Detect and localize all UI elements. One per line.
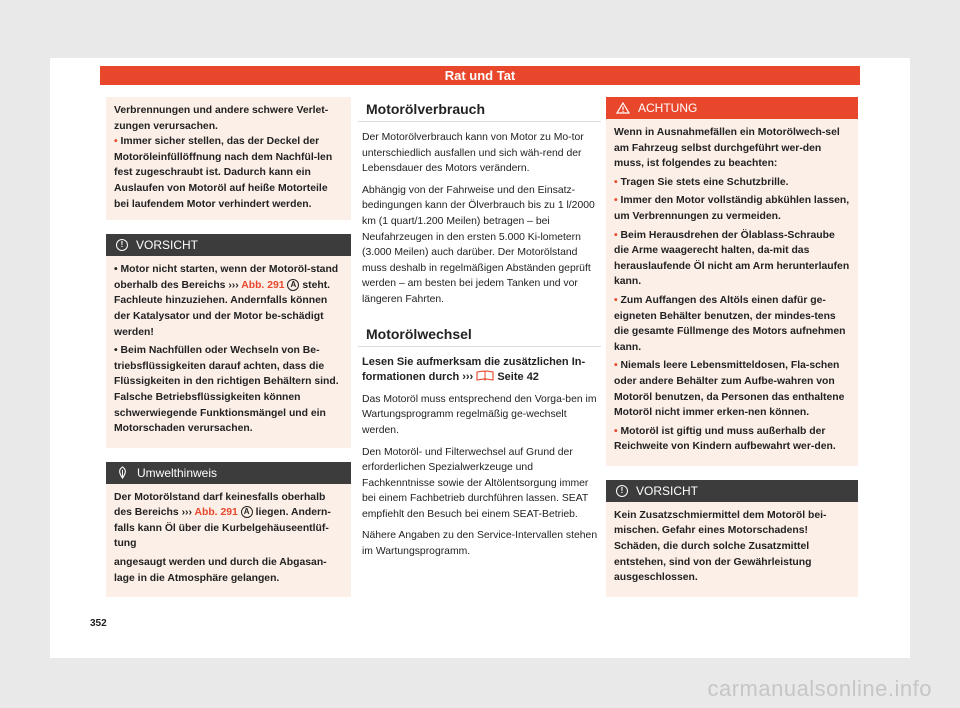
warning-text: Verbrennungen und andere schwere Verlet-zungen verursachen.	[114, 105, 329, 132]
achtung-intro: Wenn in Ausnahmefällen ein Motorölwech-sel am Fahrzeug selbst durchgeführt wer-den muss, ist folgendes zu beachten:	[614, 127, 840, 170]
achtung-header	[606, 97, 858, 119]
caution-icon: !	[616, 485, 628, 497]
vorsicht-box-right	[606, 480, 858, 597]
page-link[interactable]: Seite 42	[497, 371, 539, 384]
vorsicht-title: VORSICHT	[136, 238, 199, 253]
bullet-icon: •	[114, 345, 118, 357]
leaf-icon	[116, 466, 129, 479]
figure-link[interactable]: Abb. 291	[194, 507, 238, 519]
umwelt-body	[106, 484, 351, 598]
watermark: carmanualsonline.info	[707, 676, 932, 701]
bullet-icon: •	[614, 195, 618, 207]
achtung-item: • Beim Herausdrehen der Ölablass-Schraube die Arme waagerecht halten, da-mit das herauslaufende Öl nicht am Arm herunterlaufen kann.	[614, 229, 850, 288]
column-middle	[358, 97, 601, 566]
achtung-box	[606, 97, 858, 466]
umwelt-title: Umwelthinweis	[137, 465, 218, 480]
achtung-body	[606, 119, 858, 466]
umwelt-header	[106, 462, 351, 484]
paragraph: Den Motoröl- und Filterwechsel auf Grund der erforderlichen Spezialwerkzeuge und Fachkenntnisse sowie der Altölentsorgung immer bei einem Fachbetrieb durchführen lassen. SEAT empfiehlt den Besuch bei einem SEAT-Betrieb.	[362, 446, 589, 520]
book-icon	[476, 370, 494, 381]
paragraph: Der Motorölverbrauch kann von Motor zu Mo-tor unterschiedlich ausfallen und sich wäh-rend der Lebensdauer des Motors verändern.	[362, 132, 584, 175]
bullet-icon: •	[614, 229, 618, 241]
achtung-title: ACHTUNG	[638, 101, 698, 115]
vorsicht-box	[106, 234, 351, 448]
vorsicht-text: Kein Zusatzschmiermittel dem Motoröl bei-mischen. Gefahr eines Motorschadens! Schäden, die durch solche Zusatzmittel entstehen, sind von der Gewährleistung ausgeschlossen.	[614, 509, 827, 584]
page-header: Rat und Tat	[100, 66, 860, 85]
vorsicht-item: • Motor nicht starten, wenn der Motoröl-stand oberhalb des Bereichs ››› Abb. 291 A steht. Fachleute hinzuziehen. Andernfalls können der Katalysator und der Motor be-schädigt werden!	[114, 264, 339, 338]
bullet-icon: •	[114, 136, 118, 148]
vorsicht-title: VORSICHT	[636, 483, 699, 498]
achtung-item: • Tragen Sie stets eine Schutzbrille.	[614, 176, 789, 188]
bullet-icon: •	[614, 294, 618, 306]
paragraph: Nähere Angaben zu den Service-Intervallen stehen im Wartungsprogramm.	[362, 530, 598, 558]
achtung-item: • Niemals leere Lebensmitteldosen, Fla-schen oder andere Behälter zum Aufbe-wahren von Motoröl benutzen, da Personen das enthaltene Motoröl nicht immer erken-nen können.	[614, 360, 845, 419]
bullet-icon: •	[114, 264, 118, 276]
lead-paragraph: Lesen Sie aufmerksam die zusätzlichen In-formationen durch ››› Seite 42	[362, 355, 586, 384]
bullet-icon: •	[614, 425, 618, 437]
umwelt-text: Der Motorölstand darf keinesfalls oberhalb des Bereichs ››› Abb. 291 A liegen. Andern-falls kann Öl über die Kurbelgehäuseentlüf-tung	[114, 491, 331, 550]
figure-link[interactable]: Abb. 291	[241, 279, 285, 291]
achtung-item: • Motoröl ist giftig und muss außerhalb der Reichweite von Kindern aufbewahrt wer-den.	[614, 425, 836, 453]
marker-a-icon: A	[287, 279, 299, 291]
section-title-oil-change: Motorölwechsel	[358, 322, 601, 347]
vorsicht-body	[106, 256, 351, 448]
marker-a-icon: A	[241, 506, 253, 518]
warning-bullet-item	[114, 134, 343, 212]
achtung-item: • Immer den Motor vollständig abkühlen lassen, um Verbrennungen zu vermeiden.	[614, 195, 850, 222]
umwelt-box	[106, 462, 351, 598]
bullet-icon: •	[614, 176, 618, 188]
paragraph: Das Motoröl muss entsprechend den Vorga-ben im Wartungsprogramm regelmäßig ge-wechselt werden.	[362, 393, 597, 436]
bullet-icon: •	[614, 360, 618, 372]
warning-triangle-icon	[616, 102, 630, 114]
page-number: 352	[90, 618, 107, 629]
section-title-oil-consumption: Motorölverbrauch	[358, 97, 601, 122]
achtung-item: • Zum Auffangen des Altöls einen dafür ge-eigneten Behälter benutzen, der mindes-tens die gesamte Füllmenge des Motors aufnehmen kann.	[614, 294, 846, 353]
paragraph: Abhängig von der Fahrweise und den Einsatz-bedingungen kann der Ölverbrauch bis zu 1 l/2000 km (1 quart/1.200 Meilen) betragen – bei Neufahrzeugen in den ersten 5.000 Ki-lometern (3.000 Meilen) auch darüber. Der Motorölstand muss deshalb in regelmäßigen Abständen geprüft werden – am besten bei jedem Tanken und vor längeren Fahrten.	[362, 184, 595, 305]
vorsicht-body	[606, 502, 858, 597]
warning-bullet-text: Immer sicher stellen, das der Deckel der Motoröleinfüllöffnung nach dem Nachfül-len fest zugeschraubt ist. Dadurch kann ein Auslaufen von Motoröl auf heiße Motorteile bei laufendem Motor verhindert werden.	[114, 136, 333, 210]
vorsicht-header	[606, 480, 858, 502]
caution-icon: !	[116, 239, 128, 251]
vorsicht-item: • Beim Nachfüllen oder Wechseln von Be-triebsflüssigkeiten darauf achten, dass die Flüssigkeiten in den richtigen Behältern sind. Falsche Betriebsflüssigkeiten können schwerwiegende Funktionsmängel und ein Motorschaden verursachen.	[114, 345, 339, 435]
umwelt-text-2: angesaugt werden und durch die Abgasan-lage in die Atmosphäre gelangen.	[114, 557, 327, 584]
vorsicht-header	[106, 234, 351, 256]
column-right	[606, 97, 858, 597]
warning-continuation-box	[106, 97, 351, 220]
column-left	[106, 97, 351, 597]
